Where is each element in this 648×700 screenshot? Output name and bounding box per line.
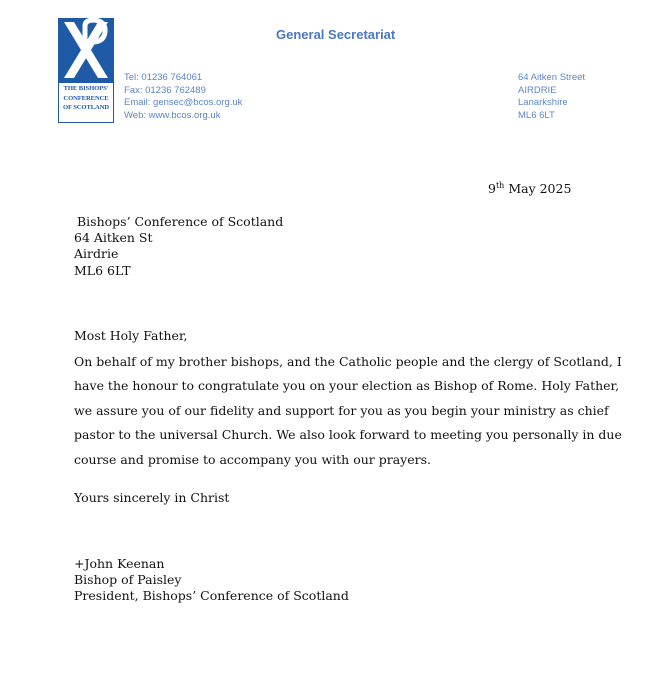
address-postcode: ML6 6LT xyxy=(518,109,555,121)
recipient-address xyxy=(74,214,283,279)
address-county: Lanarkshire xyxy=(518,97,568,109)
signature-block xyxy=(74,556,349,604)
contact-tel: Tel: 01236 764061 xyxy=(124,72,203,83)
recipient-line-4: ML6 6LT xyxy=(74,262,131,278)
body-line: have the honour to congratulate you on your election as Bishop of Rome. Holy Father, xyxy=(74,378,620,394)
recipient-line-2: 64 Aitken St xyxy=(74,230,153,246)
logo-line-2: CONFERENCE xyxy=(63,94,109,102)
letterhead-title: General Secretariat xyxy=(276,27,396,42)
signatory-title: President, Bishops’ Conference of Scotland xyxy=(74,588,349,603)
contact-fax: Fax: 01236 762489 xyxy=(124,84,206,96)
recipient-line-3: Airdrie xyxy=(74,246,119,262)
body-line: pastor to the universal Church. We also look forward to meeting you personally in due xyxy=(74,427,622,443)
closing: Yours sincerely in Christ xyxy=(74,490,230,505)
letter-date xyxy=(488,181,571,196)
body-line: we assure you of our fidelity and support for you as you begin your ministry as chief xyxy=(74,402,609,418)
signatory-role: Bishop of Paisley xyxy=(74,572,182,587)
body-line: On behalf of my brother bishops, and the Catholic people and the clergy of Scotland, I xyxy=(74,354,622,369)
date-month-year: May 2025 xyxy=(508,181,572,196)
date-suffix: th xyxy=(495,180,505,190)
body-line: course and promise to accompany you with our prayers. xyxy=(74,451,431,467)
logo-wordmark xyxy=(58,82,114,123)
sender-address xyxy=(518,72,585,122)
date-day: 9 xyxy=(488,181,496,196)
bishops-conference-logo xyxy=(58,18,114,123)
letter-body xyxy=(74,350,622,472)
contact-email: Email: gensec@bcos.org.uk xyxy=(124,97,243,109)
address-town: AIRDRIE xyxy=(518,84,557,96)
contact-web: Web: www.bcos.org.uk xyxy=(124,109,221,121)
logo-line-1: THE BISHOPS' xyxy=(63,85,109,92)
chi-rho-cross-icon xyxy=(58,18,114,82)
logo-line-3: OF SCOTLAND xyxy=(62,104,110,111)
address-street: 64 Aitken Street xyxy=(518,72,586,83)
contact-details xyxy=(124,72,242,122)
signatory-name: +John Keenan xyxy=(74,556,165,571)
salutation: Most Holy Father, xyxy=(74,328,188,343)
recipient-line-1: Bishops’ Conference of Scotland xyxy=(77,214,284,229)
